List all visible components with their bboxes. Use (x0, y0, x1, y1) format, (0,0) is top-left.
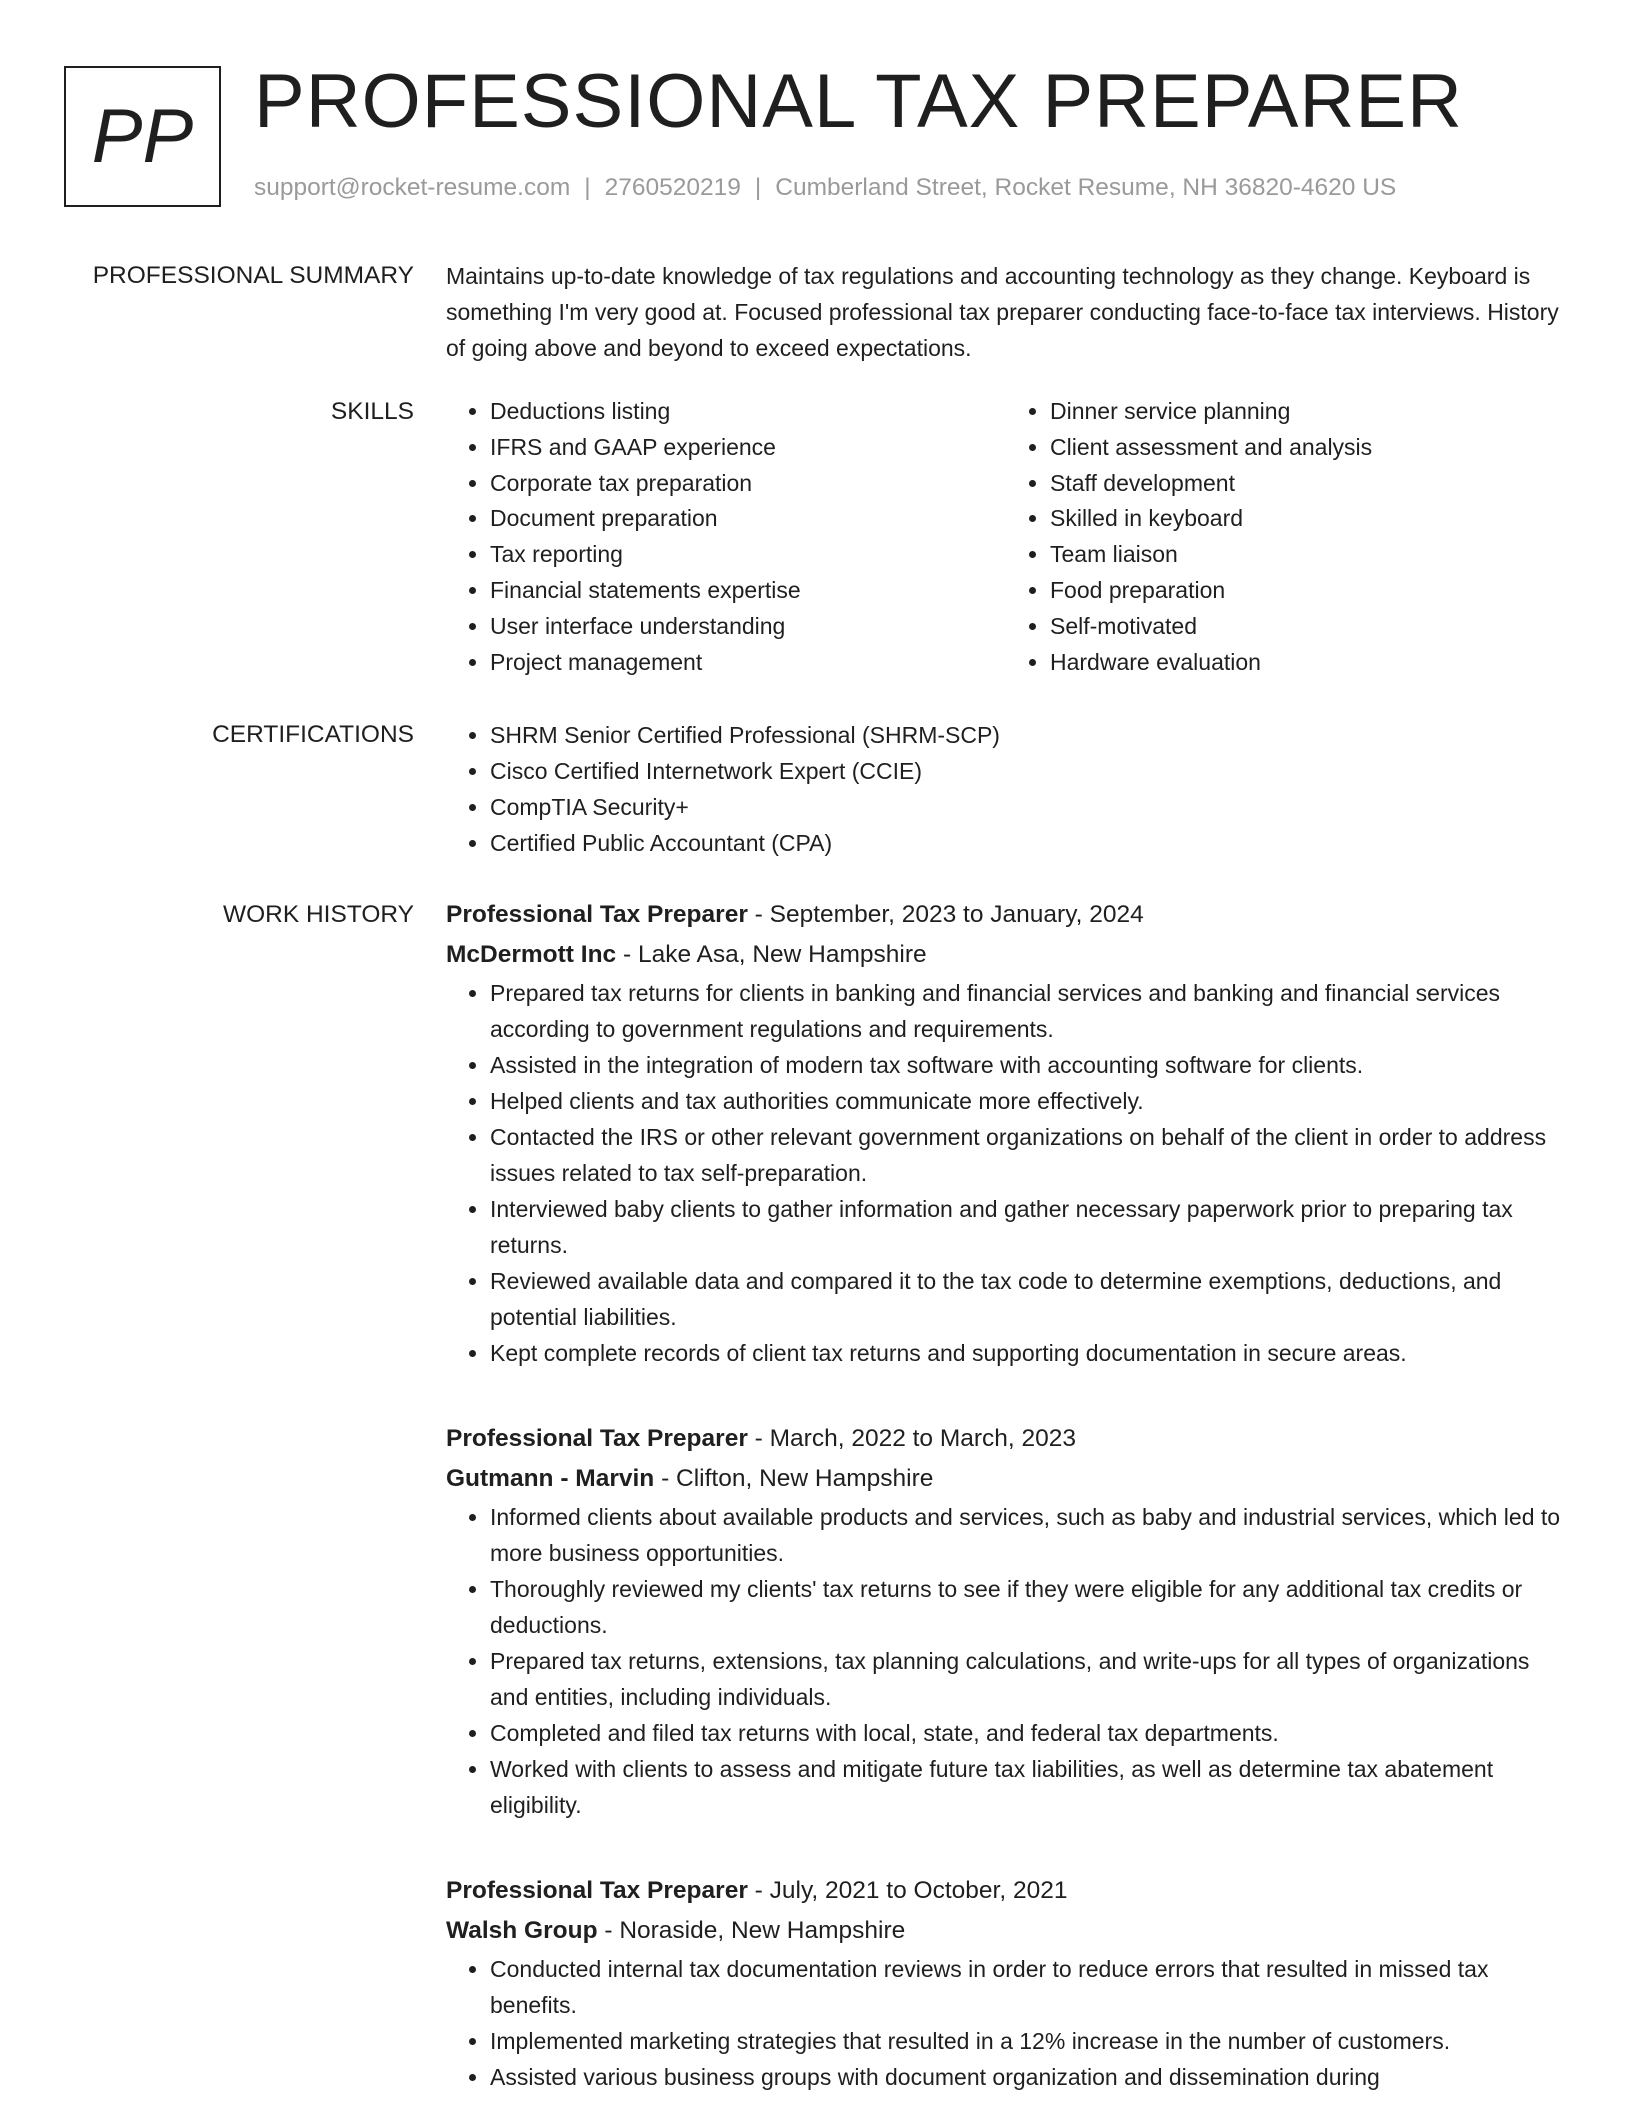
skill-item: • IFRS and GAAP experience (490, 430, 1006, 466)
job-dates: - July, 2021 to October, 2021 (747, 1877, 1068, 1904)
job-role: Professional Tax Preparer (446, 1877, 748, 1904)
job-entry (446, 1871, 1566, 2095)
job-company: Gutmann - Marvin (446, 1465, 655, 1492)
job-bullets (446, 1951, 1566, 2095)
skill-item: • Skilled in keyboard (1050, 501, 1566, 537)
skill-item: • Dinner service planning (1050, 394, 1566, 430)
certification-item: • SHRM Senior Certified Professional (SHRM-SCP) (490, 717, 1566, 753)
skill-item: • User interface understanding (490, 609, 1006, 645)
skill-item: • Project management (490, 645, 1006, 681)
job-entry (446, 895, 1566, 1371)
job-bullet: • Prepared tax returns for clients in banking and financial services and banking and financial services according to government regulations and requirements. (490, 975, 1566, 1047)
job-bullet: • Helped clients and tax authorities communicate more effectively. (490, 1083, 1566, 1119)
job-bullets (446, 1499, 1566, 1823)
monogram-box (64, 66, 221, 207)
summary-title: PROFESSIONAL SUMMARY (92, 262, 414, 289)
job-location: - Noraside, New Hampshire (597, 1917, 906, 1944)
job-bullet: • Reviewed available data and compared it to the tax code to determine exemptions, deductions, and potential liabilities. (490, 1263, 1566, 1335)
skill-item: • Tax reporting (490, 537, 1006, 573)
summary-text: Maintains up-to-date knowledge of tax regulations and accounting technology as they change. Keyboard is something I'm very good at. Focused professional tax preparer conducting face-to-face tax interviews. History of going above and beyond to exceed expectations. (446, 263, 1559, 361)
resume-name: PROFESSIONAL TAX PREPARER (254, 59, 1463, 144)
skill-item: • Team liaison (1050, 537, 1566, 573)
certifications-list (446, 717, 1566, 861)
job-title-line (446, 1419, 1566, 1459)
skill-item: • Staff development (1050, 466, 1566, 502)
skill-item: • Corporate tax preparation (490, 466, 1006, 502)
skills-columns (446, 394, 1566, 680)
job-role: Professional Tax Preparer (446, 1425, 748, 1452)
job-bullet: • Assisted various business groups with document organization and dissemination during (490, 2059, 1566, 2095)
certifications-title: CERTIFICATIONS (212, 721, 414, 748)
skill-item: • Financial statements expertise (490, 573, 1006, 609)
job-company: Walsh Group (446, 1917, 598, 1944)
contact-separator: | (584, 174, 591, 201)
job-bullet: • Implemented marketing strategies that resulted in a 12% increase in the number of customers. (490, 2023, 1566, 2059)
job-entry (446, 1419, 1566, 1823)
contact-email: support@rocket-resume.com (254, 174, 571, 201)
skills-list-left (446, 394, 1006, 680)
skill-item: • Food preparation (1050, 573, 1566, 609)
job-bullet: • Thoroughly reviewed my clients' tax returns to see if they were eligible for any additional tax credits or deductions. (490, 1571, 1566, 1643)
job-location: - Lake Asa, New Hampshire (616, 941, 927, 968)
job-bullet: • Worked with clients to assess and mitigate future tax liabilities, as well as determine tax abatement eligibility. (490, 1751, 1566, 1823)
certification-item: • Certified Public Accountant (CPA) (490, 825, 1566, 861)
contact-phone: 2760520219 (604, 174, 741, 201)
job-title-line (446, 895, 1566, 935)
job-bullet: • Kept complete records of client tax returns and supporting documentation in secure areas. (490, 1335, 1566, 1371)
skill-item: • Client assessment and analysis (1050, 430, 1566, 466)
certification-item: • CompTIA Security+ (490, 789, 1566, 825)
contact-address: Cumberland Street, Rocket Resume, NH 36820-4620 US (775, 174, 1397, 201)
job-bullet: • Prepared tax returns, extensions, tax planning calculations, and write-ups for all types of organizations and entities, including individuals. (490, 1643, 1566, 1715)
skills-title: SKILLS (330, 398, 414, 425)
contact-line (254, 174, 1396, 202)
skills-list-right (1006, 394, 1566, 680)
job-dates: - September, 2023 to January, 2024 (747, 901, 1144, 928)
job-dates: - March, 2022 to March, 2023 (747, 1425, 1077, 1452)
job-location: - Clifton, New Hampshire (654, 1465, 934, 1492)
work-history-title: WORK HISTORY (222, 901, 414, 928)
skill-item: • Self-motivated (1050, 609, 1566, 645)
certification-item: • Cisco Certified Internetwork Expert (CCIE) (490, 753, 1566, 789)
job-bullet: • Conducted internal tax documentation reviews in order to reduce errors that resulted in missed tax benefits. (490, 1951, 1566, 2023)
skill-item: • Hardware evaluation (1050, 645, 1566, 681)
job-company-line (446, 935, 1566, 975)
job-company-line (446, 1911, 1566, 1951)
job-bullets (446, 975, 1566, 1371)
job-bullet: • Completed and filed tax returns with local, state, and federal tax departments. (490, 1715, 1566, 1751)
job-bullet: • Interviewed baby clients to gather information and gather necessary paperwork prior to preparing tax returns. (490, 1191, 1566, 1263)
contact-separator: | (754, 174, 762, 201)
job-title-line (446, 1871, 1566, 1911)
job-bullet: • Contacted the IRS or other relevant government organizations on behalf of the client in order to address issues related to tax self-preparation. (490, 1119, 1566, 1191)
job-company-line (446, 1459, 1566, 1499)
monogram-text: PP (91, 94, 194, 179)
job-company: McDermott Inc (446, 941, 617, 968)
job-bullet: • Assisted in the integration of modern tax software with accounting software for clients. (490, 1047, 1566, 1083)
skill-item: • Document preparation (490, 501, 1006, 537)
job-role: Professional Tax Preparer (446, 901, 748, 928)
skill-item: • Deductions listing (490, 394, 1006, 430)
job-bullet: • Informed clients about available products and services, such as baby and industrial services, which led to more business opportunities. (490, 1499, 1566, 1571)
